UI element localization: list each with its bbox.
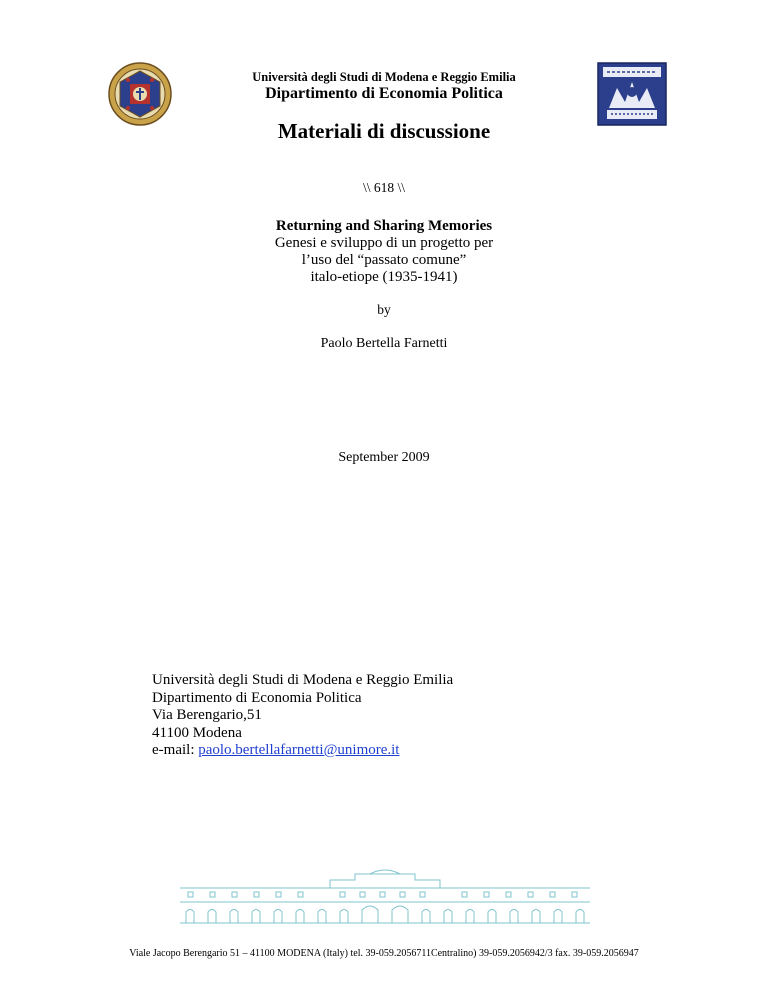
subtitle-line: Genesi e sviluppo di un progetto per [274, 235, 494, 251]
address-university: Università degli Studi di Modena e Reggio Emilia [152, 672, 454, 688]
address-department: Dipartimento di Economia Politica [152, 689, 362, 706]
address-block [152, 672, 453, 760]
subtitle-line: italo-etiope (1935-1941) [310, 269, 458, 285]
building-illustration-icon [180, 868, 590, 924]
address-city: 41100 Modena [152, 724, 242, 741]
footer-contact: Viale Jacopo Berengario 51 – 41100 MODENA (Italy) tel. 39-059.2056711Centralino) 39-059.2056942/3 fax. 39-059.2056947 [129, 948, 639, 959]
address-street: Via Berengario,51 [152, 707, 262, 723]
address-email-line [152, 742, 453, 760]
series-number: \\ 618 \\ [362, 180, 405, 195]
email-label: e-mail: [152, 742, 195, 758]
email-link[interactable]: paolo.bertellafarnetti@unimore.it [198, 742, 400, 758]
series-title: Materiali di discussione [277, 119, 491, 143]
header-university: Università degli Studi di Modena e Reggio Emilia [252, 70, 516, 84]
paper-title: Returning and Sharing Memories [275, 218, 493, 234]
publication-date: September 2009 [338, 450, 430, 465]
author-name: Paolo Bertella Farnetti [320, 336, 448, 351]
header-department: Dipartimento di Economia Politica [265, 85, 503, 102]
subtitle-line: l’uso del “passato comune” [301, 252, 467, 268]
by-label: by [377, 302, 391, 317]
